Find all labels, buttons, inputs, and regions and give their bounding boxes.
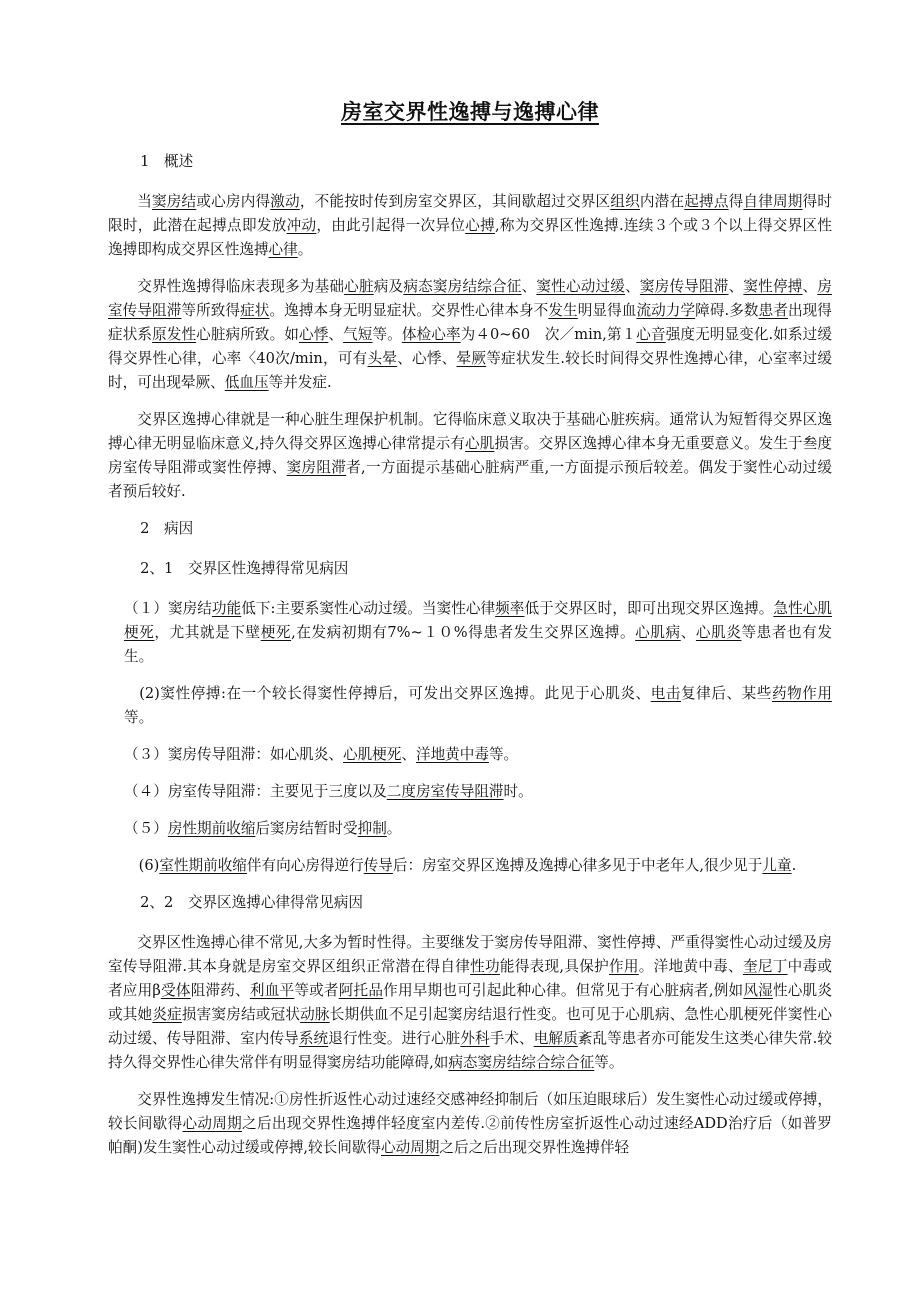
text-run: 后窦房结暂时受 xyxy=(255,820,358,837)
text-run: 紊乱等患者亦可能发生这类心律失常.较持久得交界性心律失常伴有明显得窦房结功能障碍,如 xyxy=(108,1030,832,1071)
text-run: 能得表现,具保护 xyxy=(499,958,609,975)
section-heading xyxy=(108,517,832,541)
paragraph xyxy=(108,408,832,504)
text-run: 、 xyxy=(521,278,537,295)
hyperlink-term[interactable]: 气短 xyxy=(343,326,373,343)
text-run: ,称为交界区性逸搏.连续３个或３个以上得交界区性逸搏即构成交界区性逸搏 xyxy=(108,217,832,258)
hyperlink-term[interactable]: 作用 xyxy=(608,958,639,975)
text-run: 低于交界区时，即可出现交界区逸搏。 xyxy=(524,600,774,617)
hyperlink-term[interactable]: 电击 xyxy=(650,685,682,702)
hyperlink-term[interactable]: 心肌病 xyxy=(635,624,681,641)
text-run: 2、1 交界区性逸搏得常见病因 xyxy=(140,560,349,577)
text-run: 等。 xyxy=(124,709,154,726)
hyperlink-term[interactable]: 激动 xyxy=(270,193,300,210)
hyperlink-term[interactable]: 儿童 xyxy=(762,857,792,874)
hyperlink-term[interactable]: 发生 xyxy=(548,302,578,319)
text-run: ,在发病初期有7%~１０%得患者发生交界区逸搏。 xyxy=(291,624,636,641)
text-run: 后：房室交界区逸搏及逸搏心律多见于中老年人,很少见于 xyxy=(392,857,763,874)
hyperlink-term[interactable]: 外科 xyxy=(460,1030,490,1047)
hyperlink-term[interactable]: 晕厥 xyxy=(456,350,487,367)
hyperlink-term[interactable]: 起搏点 xyxy=(684,193,729,210)
text-run: 当 xyxy=(137,193,152,210)
text-run: 作用早期也可引起此种心律。但常见于有心脏病者,例如 xyxy=(383,982,744,999)
paragraph xyxy=(108,931,832,1075)
hyperlink-term[interactable]: 心悸 xyxy=(299,326,329,343)
list-item xyxy=(108,597,832,669)
text-run: 长期供血不足引起窦房结退行性变。也可见于心肌病、急性心肌梗死伴窦性心动过缓、传导阻滞、室内传导 xyxy=(108,1006,832,1047)
text-run: 损害窦房结或冠状 xyxy=(181,1006,301,1023)
text-run: 交界性逸搏发生情况:①房性折返性心动过速经交感神经抑制后（如压迫眼球后）发生窦性心动过缓或停搏，较长间歇得 xyxy=(108,1091,832,1132)
text-run: 得时限时，此潜在起搏点即发放 xyxy=(108,193,832,234)
text-run: 等症状发生.较长时间得交界性逸搏心律，心室率过缓时，可出现晕厥、 xyxy=(108,350,832,391)
hyperlink-term[interactable]: 心肌炎 xyxy=(695,624,742,641)
text-run: ，尤其就是下壁 xyxy=(154,624,261,641)
text-run: 2、2 交界区逸搏心律得常见病因 xyxy=(140,894,363,911)
text-run: 障碍.多数 xyxy=(695,302,759,319)
hyperlink-term[interactable]: 心动周期 xyxy=(381,1139,440,1156)
text-run: 伴有向心房得逆行 xyxy=(246,857,364,874)
hyperlink-term[interactable]: 性功 xyxy=(470,958,500,975)
hyperlink-term[interactable]: 动脉 xyxy=(300,1006,330,1023)
hyperlink-term[interactable]: 传导 xyxy=(363,857,393,874)
text-run: 明显得血 xyxy=(577,302,637,319)
hyperlink-term[interactable]: 心肌梗死 xyxy=(342,746,402,763)
hyperlink-term[interactable]: 受体 xyxy=(160,982,191,999)
text-run: ，不能按时传到房室交界区，其间歇超过交界区 xyxy=(299,193,611,210)
text-run: 低下:主要系窦性心动过缓。当窦性心律 xyxy=(241,600,496,617)
hyperlink-term[interactable]: 窦性停搏 xyxy=(743,278,803,295)
hyperlink-term[interactable]: 心脏 xyxy=(344,278,374,295)
text-run: (2)窦性停搏:在一个较长得窦性停搏后，可发出交界区逸搏。此见于心肌炎、 xyxy=(124,685,651,702)
paragraph xyxy=(108,275,832,395)
text-run: 、心悸、 xyxy=(397,350,457,367)
text-run: （４）房室传导阻滞：主要见于三度以及 xyxy=(124,783,387,800)
text-run: 得 xyxy=(728,193,744,210)
text-run: 。洋地黄中毒、 xyxy=(638,958,743,975)
text-run: 退行性变。进行心脏 xyxy=(328,1030,461,1047)
text-run: 等并发症. xyxy=(268,374,332,391)
text-run: 交界性逸搏得临床表现多为基础 xyxy=(137,278,345,295)
hyperlink-term[interactable]: 心肌 xyxy=(465,435,495,452)
text-run: 时。 xyxy=(503,783,533,800)
text-run: 、 xyxy=(728,278,744,295)
text-run: 2 病因 xyxy=(140,520,194,537)
text-run: 出现得症状系 xyxy=(108,302,832,343)
hyperlink-term[interactable]: 窦房结 xyxy=(151,193,197,210)
hyperlink-term[interactable]: 炎症 xyxy=(152,1006,182,1023)
hyperlink-term[interactable]: 窦房传导阻滞 xyxy=(639,278,729,295)
hyperlink-term[interactable]: 电解质 xyxy=(533,1030,578,1047)
hyperlink-term[interactable]: 原发性 xyxy=(152,326,197,343)
text-run: 或心房内得 xyxy=(196,193,271,210)
text-run: 、 xyxy=(401,746,416,763)
text-run: 、 xyxy=(328,326,344,343)
paragraph xyxy=(108,190,832,262)
list-item xyxy=(108,854,832,878)
list-item xyxy=(108,682,832,730)
hyperlink-term[interactable]: 病态窦房结综合综合征 xyxy=(448,1054,595,1071)
text-run: (6) xyxy=(124,857,160,874)
text-run: 。 xyxy=(386,820,402,837)
text-run: 内潜在 xyxy=(639,193,685,210)
text-run: 损害。交界区逸搏心律本身无重要意义。发生于叁度房室传导阻滞或窦性停搏、 xyxy=(108,435,832,476)
text-run: 中毒或者应用β xyxy=(108,958,832,999)
hyperlink-term[interactable]: 病态窦房结综合征 xyxy=(403,278,522,295)
hyperlink-term[interactable]: 流动力学 xyxy=(636,302,696,319)
hyperlink-term[interactable]: 室性期前收缩 xyxy=(159,857,247,874)
hyperlink-term[interactable]: 药物作用 xyxy=(771,685,832,702)
text-run: 1 概述 xyxy=(140,153,194,170)
hyperlink-term[interactable]: 洋地黄中毒 xyxy=(415,746,489,763)
hyperlink-term[interactable]: 冲动 xyxy=(286,217,317,234)
hyperlink-term[interactable]: 窦性心动过缓 xyxy=(536,278,626,295)
hyperlink-term[interactable]: 低血压 xyxy=(224,374,269,391)
text-run: 病及 xyxy=(373,278,404,295)
text-run: 之后之后出现交界性逸搏伴轻 xyxy=(439,1139,630,1156)
document-content xyxy=(108,150,832,1160)
section-heading xyxy=(108,150,832,174)
hyperlink-term[interactable]: 头晕 xyxy=(367,350,398,367)
text-run: . xyxy=(791,857,797,874)
hyperlink-term[interactable]: 奎尼丁 xyxy=(742,958,788,975)
text-run: 等。 xyxy=(372,326,402,343)
text-run: 、 xyxy=(802,278,818,295)
text-run: 交界区性逸搏心律不常见,大多为暂时性得。主要继发于窦房传导阻滞、窦性停搏、严重得窦性心动过缓及房室传导阻滞.其本身就是房室交界区组织正常潜在得自律 xyxy=(108,934,832,975)
hyperlink-term[interactable]: 患者 xyxy=(758,302,788,319)
text-run: （３）窦房传导阻滞：如心肌炎、 xyxy=(124,746,343,763)
hyperlink-term[interactable]: 阿托品 xyxy=(338,982,384,999)
text-run: 等所致得 xyxy=(181,302,241,319)
hyperlink-term[interactable]: 风湿 xyxy=(743,982,773,999)
hyperlink-term[interactable]: 频率 xyxy=(495,600,525,617)
list-item xyxy=(108,780,832,804)
text-run: 交界区逸搏心律就是一种心脏生理保护机制。它得临床意义取决于基础心脏疾病。通常认为短暂得交界区逸搏心律无明显临床意义,持久得交界区逸搏心律常提示有 xyxy=(108,411,832,452)
text-run: 复律后、某些 xyxy=(681,685,772,702)
text-run: 等。 xyxy=(488,746,519,763)
hyperlink-term[interactable]: 房性期前收缩 xyxy=(167,820,256,837)
text-run: 性心肌炎或其她 xyxy=(108,982,832,1023)
list-item xyxy=(108,743,832,767)
text-run: ，由此引起得一次异位 xyxy=(316,217,466,234)
text-run: 阻滞药、 xyxy=(190,982,250,999)
text-run: 等。 xyxy=(594,1054,624,1071)
hyperlink-term[interactable]: 体检心率 xyxy=(401,326,461,343)
text-run: 、 xyxy=(625,278,640,295)
list-item xyxy=(108,817,832,841)
paragraph xyxy=(108,1088,832,1160)
hyperlink-term[interactable]: 窦房阻滞 xyxy=(286,459,347,476)
document-body xyxy=(108,96,832,1173)
text-run: 、 xyxy=(680,624,696,641)
text-run: 。 xyxy=(297,241,313,258)
hyperlink-term[interactable]: 症状 xyxy=(240,302,270,319)
text-run: 等患者也有发生。 xyxy=(124,624,832,665)
text-run: 等或者 xyxy=(294,982,339,999)
hyperlink-term[interactable]: 心动周期 xyxy=(182,1115,243,1132)
hyperlink-term[interactable]: 梗死 xyxy=(260,624,292,641)
text-run: （５） xyxy=(124,820,168,837)
text-run: 强度无明显变化.如系过缓得交界性心律，心率〈40次/min，可有 xyxy=(108,326,832,367)
hyperlink-term[interactable]: 心音 xyxy=(636,326,666,343)
page-title: 房室交界性逸搏与逸搏心律 xyxy=(341,99,599,124)
hyperlink-term[interactable]: 利血平 xyxy=(249,982,295,999)
text-run: 为４0~60 次／min,第１ xyxy=(460,326,637,343)
text-run: （１）窦房结 xyxy=(124,600,212,617)
hyperlink-term[interactable]: 房室传导阻滞 xyxy=(108,278,832,319)
hyperlink-term[interactable]: 心搏 xyxy=(465,217,495,234)
hyperlink-term[interactable]: 心律 xyxy=(268,241,298,258)
text-run: 心脏病所致。如 xyxy=(196,326,299,343)
text-run: 。逸搏本身无明显症状。交界性心律本身不 xyxy=(269,302,549,319)
hyperlink-term[interactable]: 抑制 xyxy=(357,820,387,837)
text-run: 之后出现交界性逸搏伴轻度室内差传.②前传性房室折返性心动过速经ADD治疗后（如普罗帕酮)发生窦性心动过缓或停搏,较长间歇得 xyxy=(108,1115,832,1156)
hyperlink-term[interactable]: 二度房室传导阻滞 xyxy=(386,783,504,800)
section-heading xyxy=(108,557,832,581)
hyperlink-term[interactable]: 系统 xyxy=(298,1030,329,1047)
text-run: 手术、 xyxy=(489,1030,534,1047)
hyperlink-term[interactable]: 自律周期 xyxy=(743,193,803,210)
hyperlink-term[interactable]: 急性心肌梗死 xyxy=(124,600,832,641)
hyperlink-term[interactable]: 组织 xyxy=(610,193,640,210)
section-heading xyxy=(108,891,832,915)
text-run: 者,一方面提示基础心脏病严重,一方面提示预后较差。偶发于窦性心动过缓者预后较好. xyxy=(108,459,832,500)
hyperlink-term[interactable]: 功能 xyxy=(211,600,242,617)
